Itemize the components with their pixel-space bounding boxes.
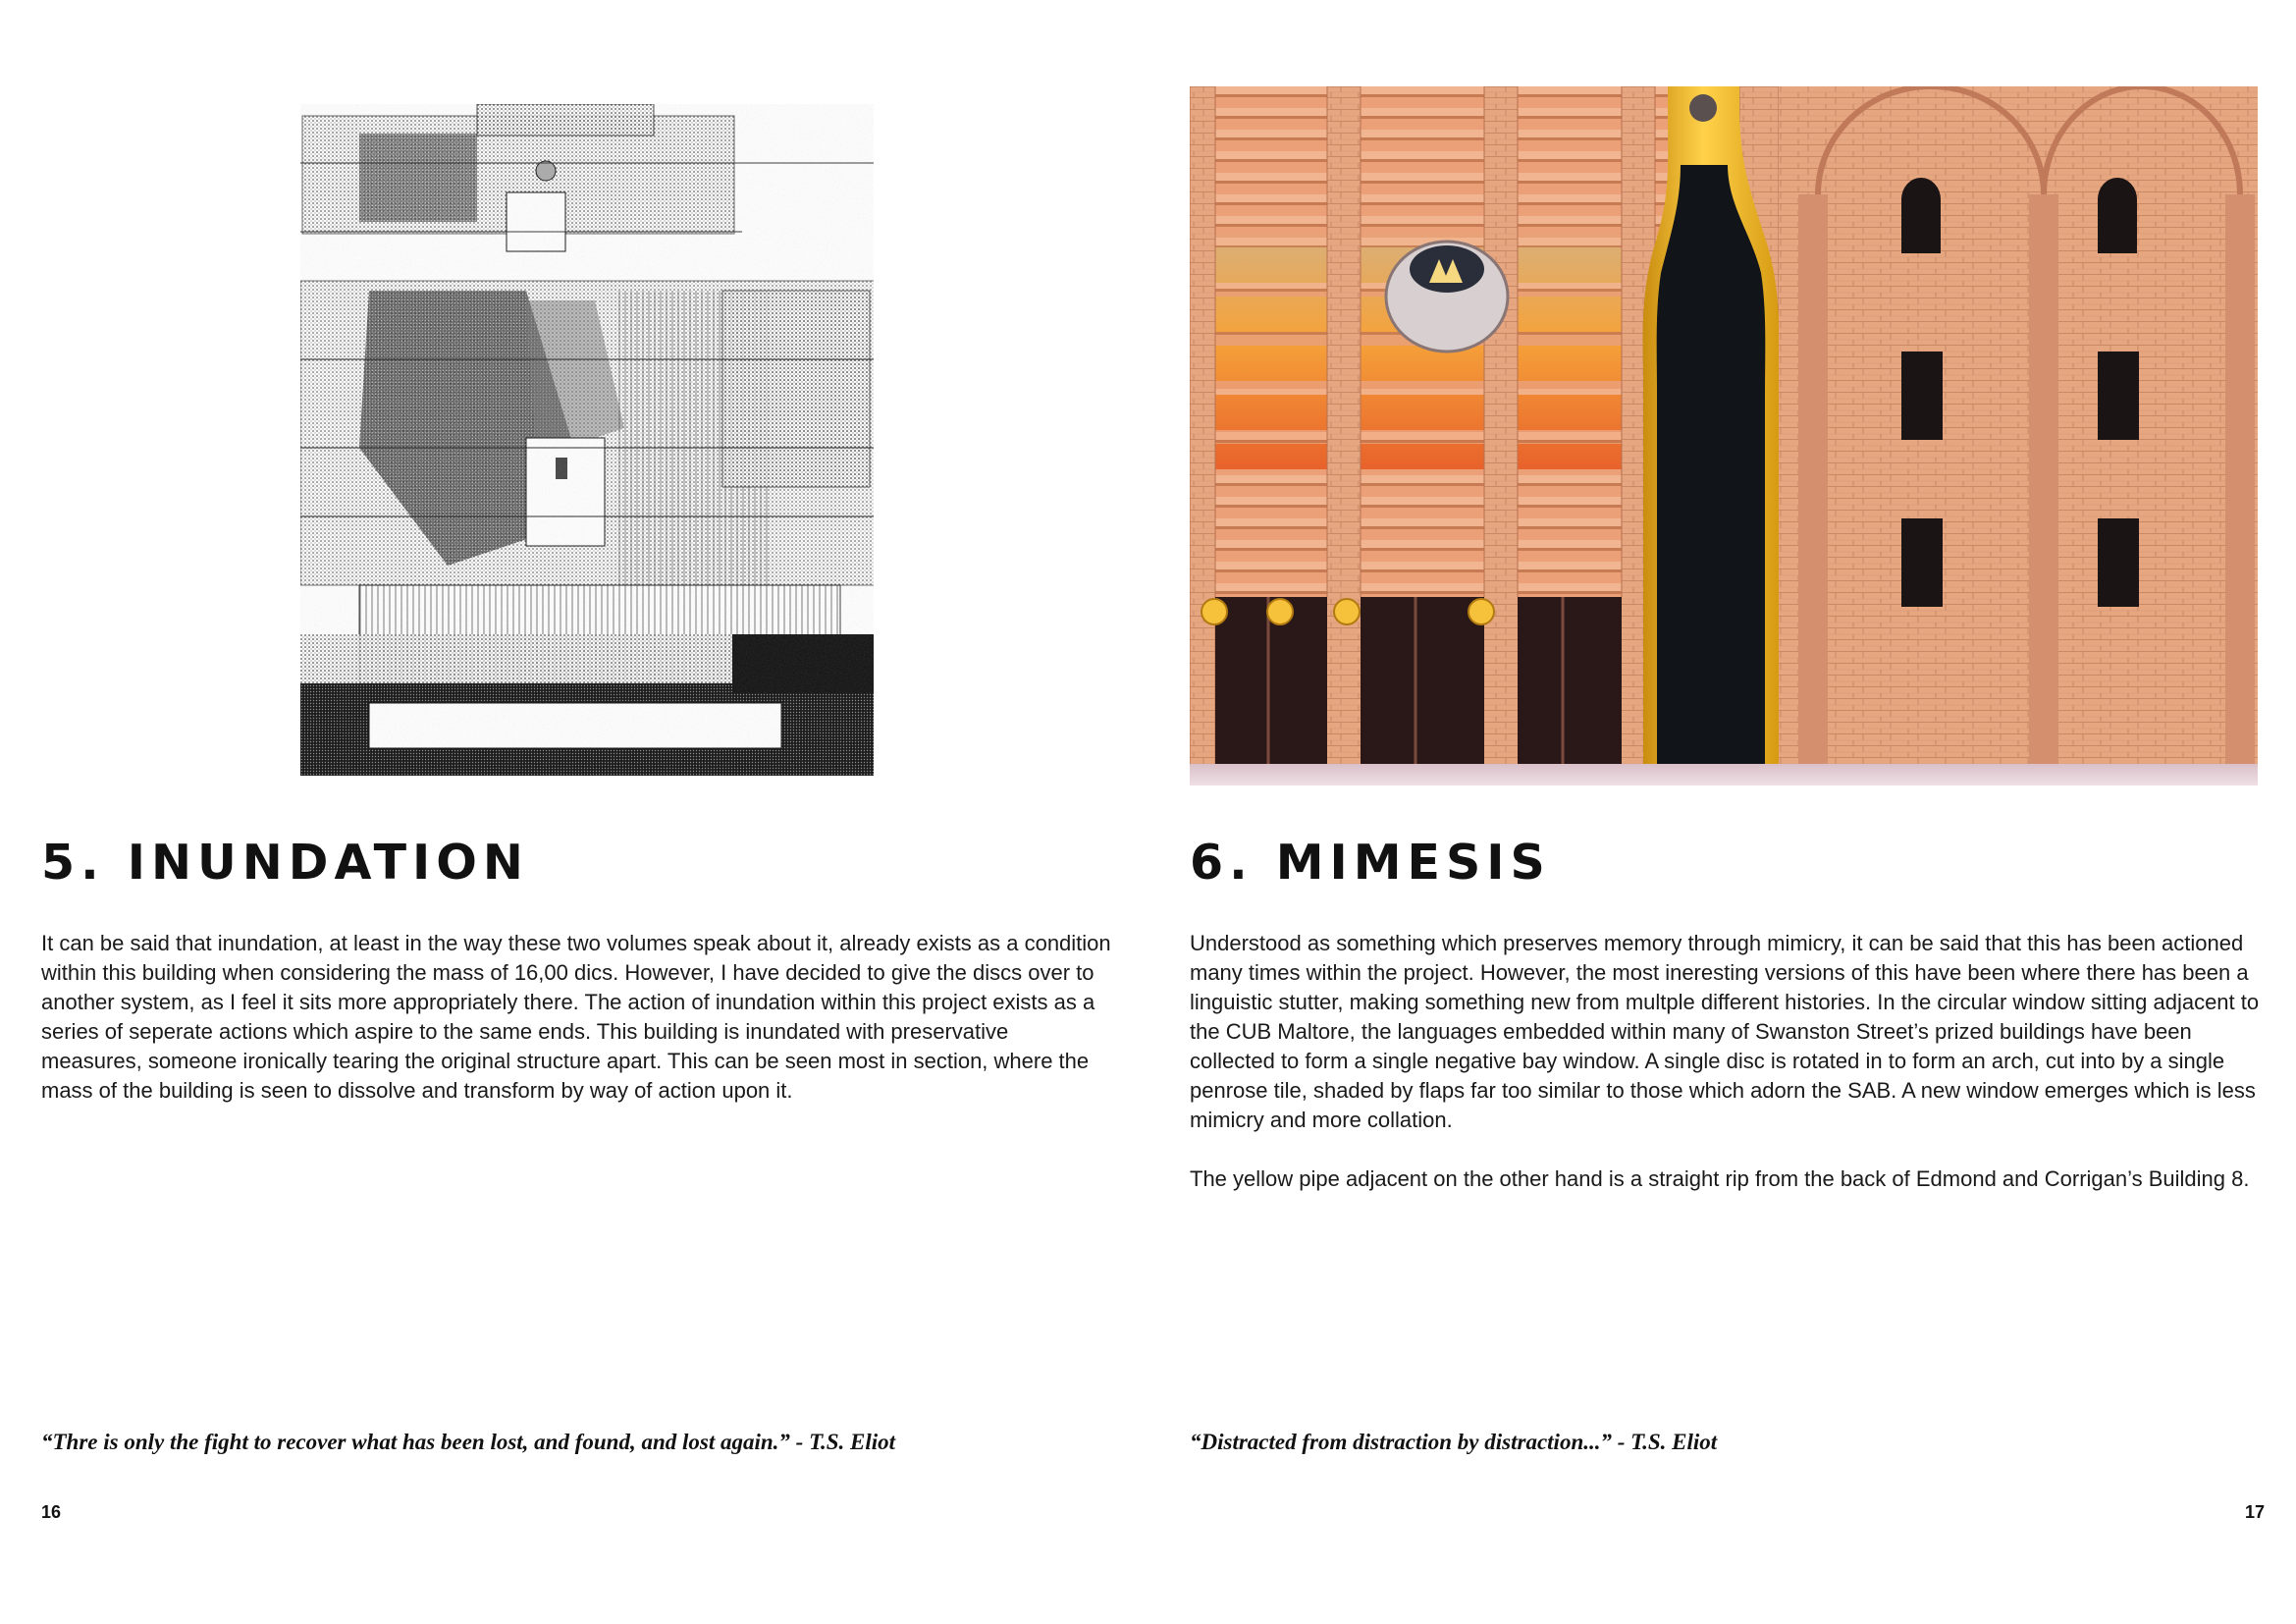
section-heading-inundation: 5. INUNDATION: [41, 835, 529, 891]
paragraph: The yellow pipe adjacent on the other hand is a straight rip from the back of Edmond and Corrigan’s Building 8.: [1190, 1166, 2250, 1191]
facade-render-illustration: [1190, 86, 2258, 785]
paragraph: It can be said that inundation, at least in the way these two volumes speak about it, already exists as a condition within this building when considering the mass of 16,00 dics. However, I have decided to give the discs over to another system, as I feel it sits more appropriately there. The action of inundation within this project exists as a series of seperate actions which aspire to the same ends. This building is inundated with preservative measures, someone ironically tearing the original structure apart. This can be seen most in section, where the mass of the building is seen to dissolve and transform by way of action upon it.: [41, 931, 1111, 1103]
body-text: [41, 929, 1111, 1135]
epigraph-quote: “Thre is only the fight to recover what has been lost, and found, and lost again.” - T.S. Eliot: [41, 1430, 896, 1454]
section-heading-mimesis: 6. MIMESIS: [1190, 835, 1551, 891]
section-drawing-illustration: [300, 104, 874, 776]
paragraph: Understood as something which preserves memory through mimicry, it can be said that this has been actioned many times within the project. However, the most ineresting versions of this have been where there has been a linguistic stutter, making something new from multple different histories. In the circular window sitting adjacent to the CUB Maltore, the languages embedded within many of Swanston Street’s prized buildings have been collected to form a single negative bay window. A single disc is rotated in to form an arch, cut into by a single penrose tile, shaded by flaps far too similar to those which adorn the SAB. A new window emerges which is less mimicry and more collation.: [1190, 931, 2260, 1132]
epigraph-quote: “Distracted from distraction by distraction...” - T.S. Eliot: [1190, 1430, 1718, 1454]
facade-render-image: [1190, 86, 2258, 785]
right-page: [1148, 0, 2296, 1624]
page-number: 17: [2244, 1502, 2265, 1522]
section-drawing-image: [300, 104, 874, 776]
page-number: 16: [41, 1502, 62, 1522]
body-text: [1190, 929, 2260, 1223]
